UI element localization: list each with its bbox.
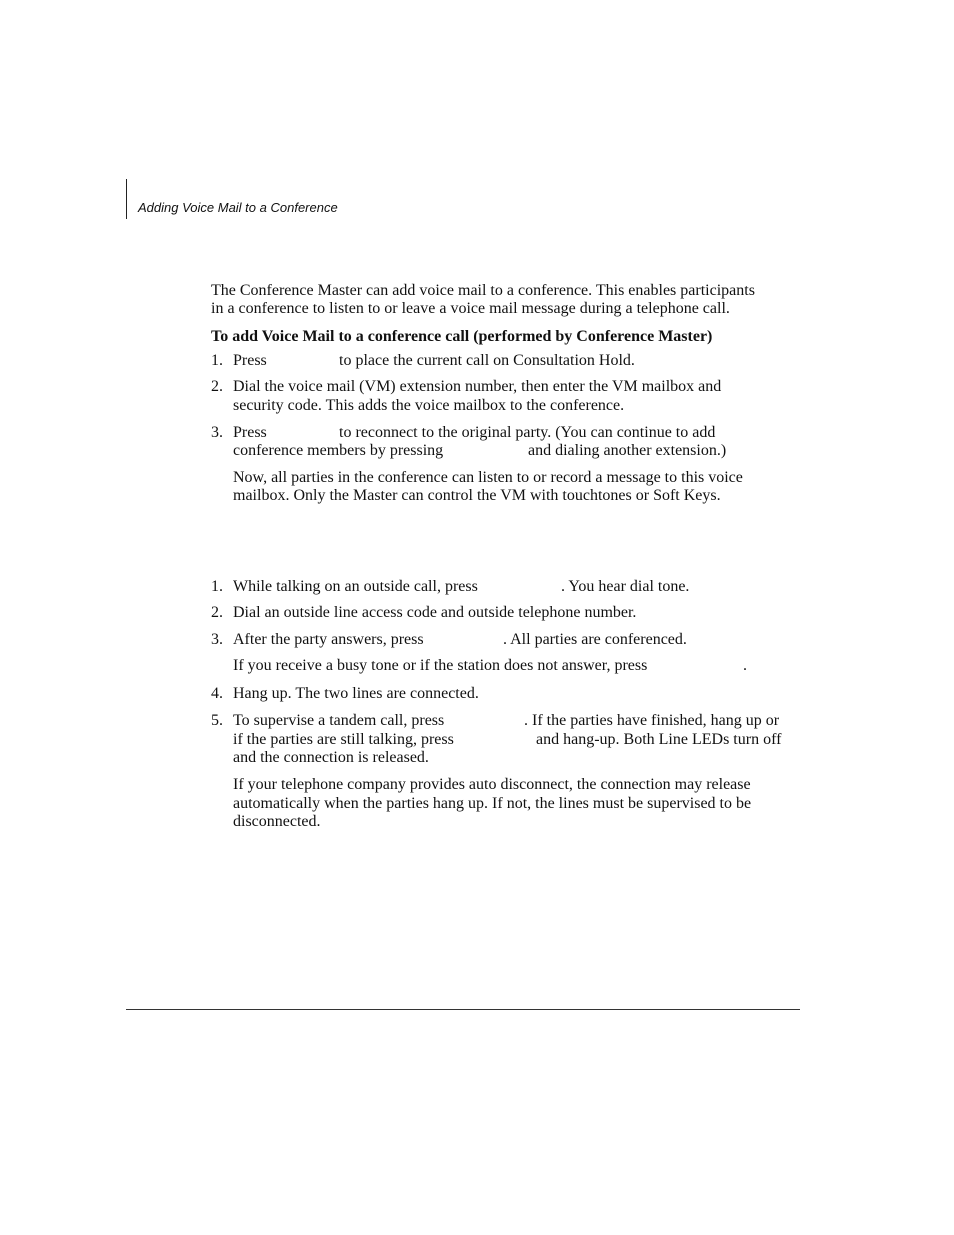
step-text: Press <box>233 352 267 369</box>
step-text: and the connection is released. <box>233 749 429 766</box>
running-head: Adding Voice Mail to a Conference <box>138 200 338 215</box>
step-text: Hang up. The two lines are connected. <box>233 685 479 702</box>
step-text: and hang-up. Both Line LEDs turn off <box>536 731 782 748</box>
step-text: . <box>743 657 747 674</box>
step-text: security code. This adds the voice mailbox to the conference. <box>233 397 625 414</box>
step-text: to reconnect to the original party. (You can continue to add <box>339 424 716 441</box>
step-number: 3. <box>211 424 223 441</box>
tandem-note-line-1: If your telephone company provides auto disconnect, the connection may release <box>233 776 751 793</box>
step-text: While talking on an outside call, press <box>233 578 478 595</box>
header-vertical-rule <box>126 179 127 219</box>
footer-rule <box>126 1009 800 1010</box>
voicemail-note-line-2: mailbox. Only the Master can control the VM with touchtones or Soft Keys. <box>233 487 721 504</box>
tandem-note-line-3: disconnected. <box>233 813 321 830</box>
step-text: To supervise a tandem call, press <box>233 712 445 729</box>
intro-line-2: in a conference to listen to or leave a voice mail message during a telephone call. <box>211 300 730 317</box>
step-number: 4. <box>211 685 223 702</box>
step-text: to place the current call on Consultation Hold. <box>339 352 635 369</box>
step-number: 1. <box>211 578 223 595</box>
procedure-heading: To add Voice Mail to a conference call (performed by Conference Master) <box>211 328 713 345</box>
step-text: conference members by pressing <box>233 442 444 459</box>
step-number: 5. <box>211 712 223 729</box>
step-text: After the party answers, press <box>233 631 424 648</box>
step-text: . All parties are conferenced. <box>503 631 687 648</box>
step-text: Dial an outside line access code and outside telephone number. <box>233 604 637 621</box>
step-text: Press <box>233 424 267 441</box>
step-text: . If the parties have finished, hang up or <box>524 712 780 729</box>
step-text: if the parties are still talking, press <box>233 731 454 748</box>
step-number: 2. <box>211 378 223 395</box>
step-number: 1. <box>211 352 223 369</box>
step-text: . You hear dial tone. <box>561 578 690 595</box>
step-number: 2. <box>211 604 223 621</box>
tandem-note-line-2: automatically when the parties hang up. If not, the lines must be supervised to be <box>233 795 752 812</box>
step-text: and dialing another extension.) <box>528 442 727 459</box>
voicemail-note-line-1: Now, all parties in the conference can listen to or record a message to this voice <box>233 469 743 486</box>
step-number: 3. <box>211 631 223 648</box>
step-text: Dial the voice mail (VM) extension number, then enter the VM mailbox and <box>233 378 722 395</box>
intro-line-1: The Conference Master can add voice mail to a conference. This enables participants <box>211 282 755 299</box>
step-text: If you receive a busy tone or if the station does not answer, press <box>233 657 648 674</box>
